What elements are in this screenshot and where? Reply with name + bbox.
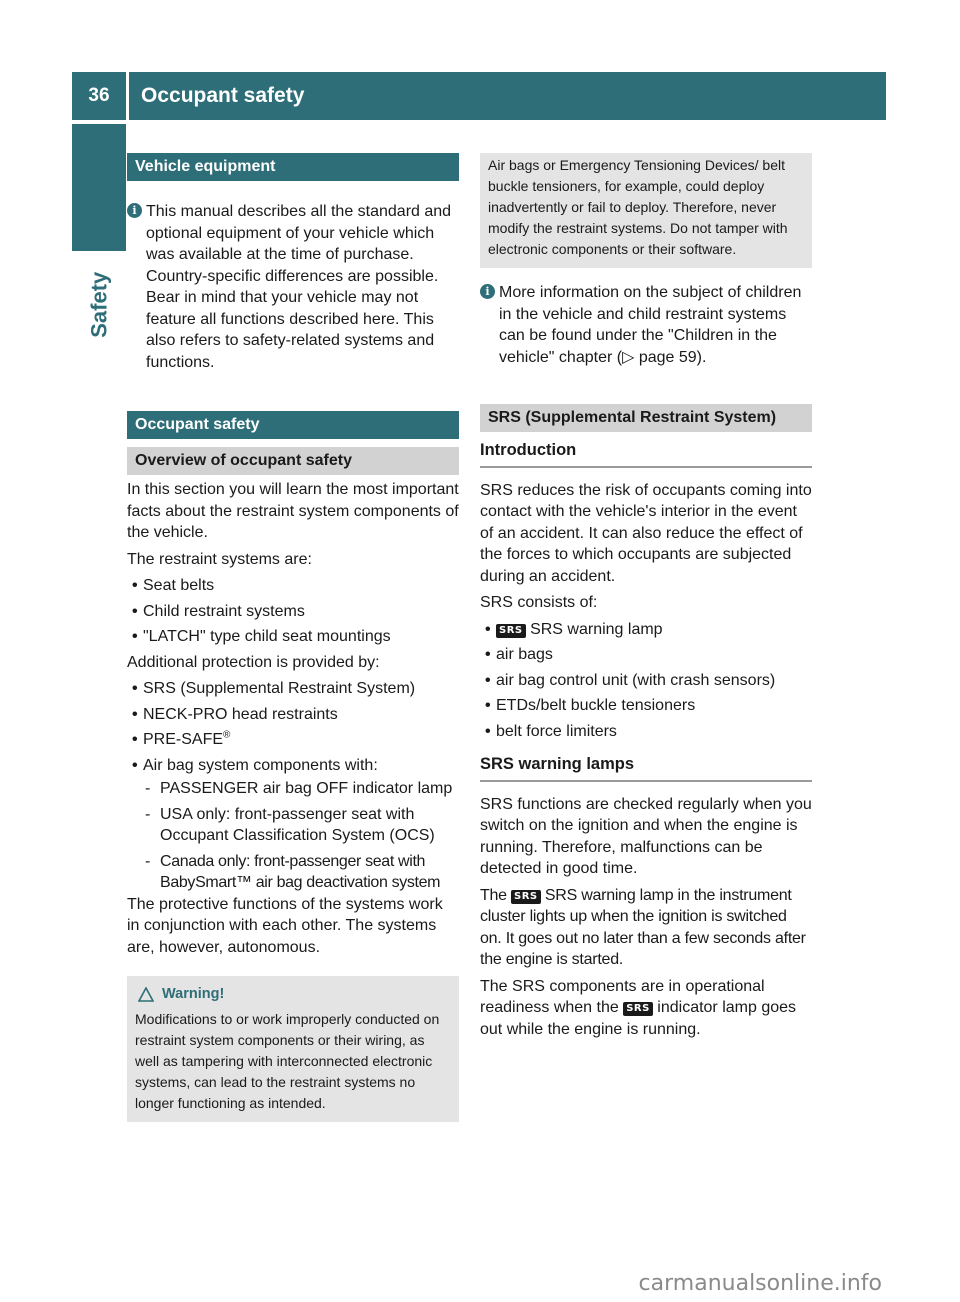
registered-mark: ® bbox=[223, 729, 231, 741]
children-note-text: More information on the subject of children in the vehicle and child restraint systems can be found under the "Children in the vehicle" chapter (▷ page 59). bbox=[499, 284, 802, 366]
additional-intro: Additional protection is provided by: bbox=[127, 653, 380, 671]
introduction-heading: Introduction bbox=[480, 440, 812, 468]
srs-intro: SRS reduces the risk of occupants coming into contact with the vehicle's interior in the event of an accident. It can also reduce the effect of the forces to which occupants are subjected during an accident. bbox=[480, 481, 812, 585]
list-item: • NECK-PRO head restraints bbox=[132, 705, 338, 723]
info-icon: i bbox=[480, 284, 495, 299]
warning-box bbox=[127, 976, 459, 1122]
list-item: • SRS (Supplemental Restraint System) bbox=[132, 680, 416, 697]
srs-warning-lamp-icon: SRS bbox=[511, 890, 541, 904]
right-column bbox=[480, 153, 812, 1045]
side-tab-block bbox=[72, 124, 126, 251]
vehicle-equipment-note bbox=[127, 201, 459, 373]
list-item: • PRE-SAFE® bbox=[132, 729, 231, 748]
list-item: • air bag control unit (with crash sensors) bbox=[485, 671, 776, 689]
children-note bbox=[480, 282, 812, 368]
lamps-paragraph-1: SRS functions are checked regularly when you switch on the ignition and when the engine is running. Therefore, malfunctions can be detected in good time. bbox=[480, 795, 812, 877]
srs-list bbox=[480, 619, 812, 743]
side-tab bbox=[72, 260, 126, 350]
lamps-paragraph-2: The SRS SRS warning lamp in the instrument cluster lights up when the ignition is switched on. It goes out no later than a few seconds after the engine is started. bbox=[480, 886, 806, 968]
vehicle-equipment-text: This manual describes all the standard and optional equipment of your vehicle which was available at the time of purchase. Country-specific differences are possible. Bear in mind that your vehicle may not feature all functions described here. This also refers to safety-related systems and functions. bbox=[146, 203, 452, 371]
list-item: • Seat belts bbox=[132, 577, 215, 594]
list-item: • belt force limiters bbox=[485, 722, 617, 740]
watermark: carmanualsonline.info bbox=[638, 1270, 882, 1296]
sub-list-item: - PASSENGER air bag OFF indicator lamp bbox=[145, 780, 453, 797]
srs-heading: SRS (Supplemental Restraint System) bbox=[480, 404, 812, 432]
list-item: • "LATCH" type child seat mountings bbox=[132, 628, 391, 645]
list-item: • air bags bbox=[485, 646, 553, 663]
list-item: • Child restraint systems bbox=[132, 602, 305, 620]
warning-text: Modifications to or work improperly conducted on restraint system components or their wiring, as well as tampering with interconnected electronic systems, can lead to the restraint systems no longer functioning as intended. bbox=[135, 1011, 440, 1111]
list-item: • SRS SRS warning lamp bbox=[485, 620, 663, 638]
restraint-list bbox=[127, 575, 459, 648]
warning-continued-text: Air bags or Emergency Tensioning Devices/ belt buckle tensioners, for example, could deploy inadvertently or fail to deploy. Therefore, never modify the restraint systems. Do not tamper with electronic components or their software. bbox=[488, 157, 788, 257]
srs-consists: SRS consists of: bbox=[480, 594, 598, 611]
warning-triangle-icon bbox=[138, 987, 154, 1002]
sub-list bbox=[127, 778, 459, 894]
warning-head bbox=[135, 984, 451, 1005]
warning-box-continued bbox=[480, 153, 812, 268]
info-icon: i bbox=[127, 203, 142, 218]
additional-list bbox=[127, 678, 459, 894]
page-title: Occupant safety bbox=[129, 72, 886, 120]
lamps-paragraph-3: The SRS components are in operational readiness when the SRS indicator lamp goes out while the engine is running. bbox=[480, 977, 797, 1038]
srs-warning-lamp-icon: SRS bbox=[496, 624, 526, 638]
overview-intro: In this section you will learn the most important facts about the restraint system components of the vehicle. bbox=[127, 481, 459, 541]
warning-title: Warning! bbox=[162, 986, 225, 1002]
side-tab-label: Safety bbox=[86, 271, 112, 339]
list-item: • Air bag system components with: - PASSENGER air bag OFF indicator lamp - USA only: front-passenger seat with Occupant Classification System (OCS) - Canada only: front-passenger seat with BabySmart™ air bag deactivation system bbox=[127, 755, 459, 894]
vehicle-equipment-heading: Vehicle equipment bbox=[127, 153, 459, 181]
occupant-safety-heading: Occupant safety bbox=[127, 411, 459, 439]
page-number: 36 bbox=[72, 72, 126, 120]
srs-indicator-lamp-icon: SRS bbox=[623, 1002, 653, 1016]
left-column bbox=[127, 153, 459, 1122]
protective-text: The protective functions of the systems work in conjunction with each other. The systems are, however, autonomous. bbox=[127, 895, 443, 956]
restraint-intro: The restraint systems are: bbox=[127, 550, 312, 568]
list-item: • ETDs/belt buckle tensioners bbox=[485, 697, 696, 714]
warning-lamps-heading: SRS warning lamps bbox=[480, 754, 812, 782]
overview-heading: Overview of occupant safety bbox=[127, 447, 459, 475]
sub-list-item: - Canada only: front-passenger seat with BabySmart™ air bag deactivation system bbox=[145, 852, 441, 891]
sub-list-item: - USA only: front-passenger seat with Occupant Classification System (OCS) bbox=[145, 805, 435, 844]
